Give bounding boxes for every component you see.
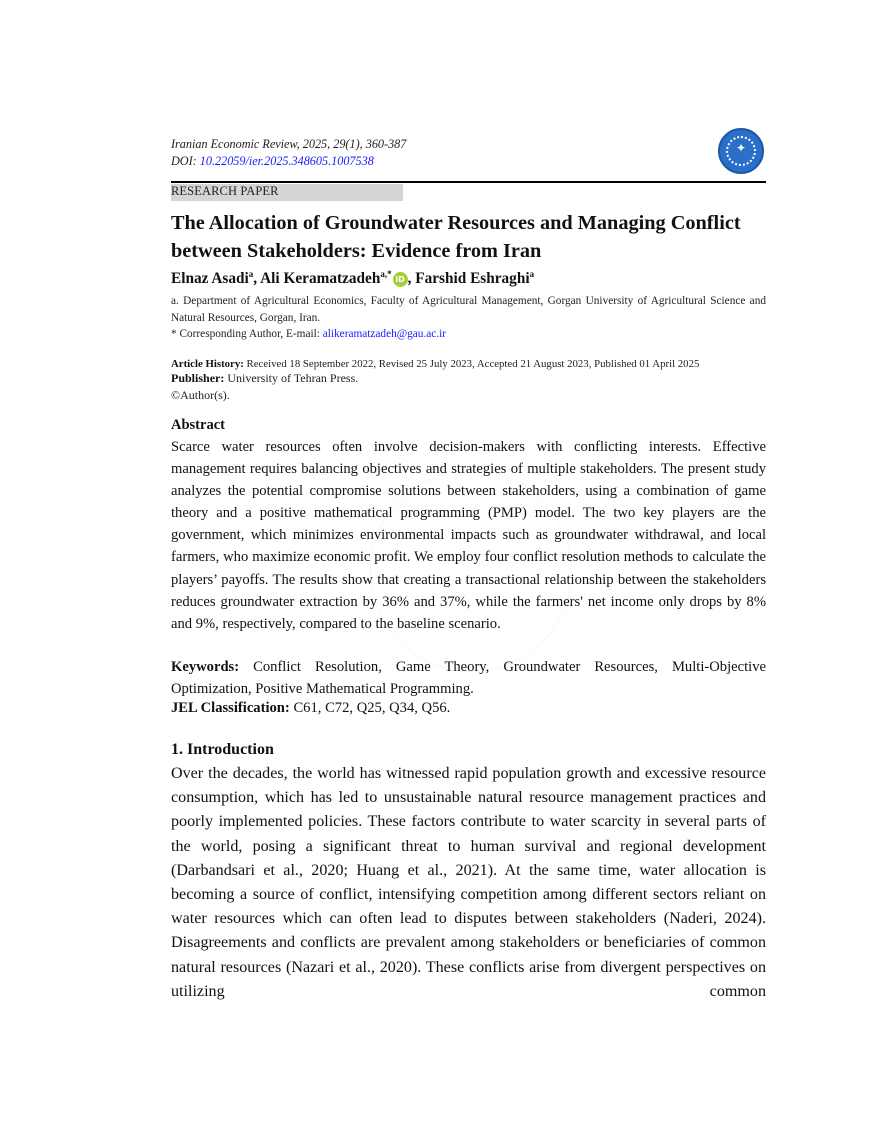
email-link[interactable]: alikeramatzadeh@gau.ac.ir	[322, 328, 447, 340]
affiliation-block	[171, 293, 766, 343]
publisher-label: Publisher:	[171, 371, 225, 385]
introduction-text: Over the decades, the world has witnessed rapid population growth and excessive resource consumption, which has led to unsustainable natural resource management practices and poorly implemented policies. These factors contribute to water scarcity in several parts of the world, posing a significant threat to human survival and regional development (Darbandsari et al., 2020; Huang et al., 2021). At the same time, water allocation is becoming a source of conflict, intensifying competition among different sectors reliant on water resources which can often lead to disputes between stakeholders (Naderi, 2024). Disagreements and conflicts are prevalent among stakeholders or beneficiaries of common natural resources (Nazari et al., 2020). These conflicts arise from divergent perspectives on utilizing common	[171, 765, 766, 1000]
keywords-list: Conflict Resolution, Game Theory, Groundwater Resources, Multi-Objective Optimization, Positive Mathematical Programming.	[171, 659, 766, 698]
doi-link[interactable]: 10.22059/ier.2025.348605.1007538	[199, 154, 374, 168]
abstract-heading: Abstract	[171, 417, 225, 433]
jel-classification	[171, 700, 450, 717]
jel-codes: C61, C72, Q25, Q34, Q56.	[289, 700, 451, 716]
author-name: Farshid Eshraghi	[415, 270, 530, 287]
doi-line	[171, 154, 374, 169]
header-divider	[171, 181, 766, 183]
corresponding-label: * Corresponding Author, E-mail:	[171, 328, 323, 340]
author-name: Elnaz Asadi	[171, 270, 249, 287]
author-affiliation-mark: a,*	[380, 269, 392, 279]
publisher	[171, 371, 358, 386]
orcid-icon[interactable]: iD	[393, 272, 408, 287]
publisher-name: University of Tehran Press.	[224, 371, 359, 385]
author-affiliation-mark: a	[248, 269, 254, 279]
corresponding-author	[171, 326, 766, 343]
doi-label: DOI:	[171, 154, 200, 168]
author-affiliation-mark: a	[529, 269, 535, 279]
journal-citation: Iranian Economic Review, 2025, 29(1), 360-387	[171, 137, 407, 151]
logo-mark: ✦	[735, 141, 747, 155]
article-title: The Allocation of Groundwater Resources and Managing Conflict between Stakeholders: Evidence from Iran	[171, 212, 741, 262]
history-dates: Received 18 September 2022, Revised 25 July 2023, Accepted 21 August 2023, Published 01 April 2025	[243, 358, 700, 370]
history-label: Article History:	[171, 358, 244, 370]
section-label: RESEARCH PAPER	[171, 184, 279, 198]
jel-label: JEL Classification:	[171, 700, 290, 716]
keywords	[171, 656, 766, 700]
section-heading-introduction: 1. Introduction	[171, 741, 274, 758]
abstract-text: Scarce water resources often involve decision-makers with conflicting interests. Effective management requires balancing objectives and strategies of multiple stakeholders. The present study analyzes the potential compromise solutions between stakeholders, using a combination of game theory and a positive mathematical programming (PMP) model. The two key players are the government, which minimizes environmental impacts such as groundwater withdrawal, and local farmers, who maximize economic profit. We employ four conflict resolution methods to calculate the players’ payoffs. The results show that creating a transactional relationship between the stakeholders reduces groundwater extraction by 36% and 37%, while the farmers' net income only drops by 8% and 9%, respectively, compared to the baseline scenario.	[171, 439, 766, 632]
university-logo-icon	[718, 128, 764, 174]
affiliation: a. Department of Agricultural Economics, Faculty of Agricultural Management, Gorgan University of Agricultural Science and Natural Resources, Gorgan, Iran.	[171, 295, 766, 324]
copyright: ©Author(s).	[171, 388, 230, 402]
author-list: Elnaz Asadi$^a$, Ali Keramatzadeh$^{a,*}$iD , Farshid Eshraghi$^a$	[171, 269, 535, 287]
author-name: Ali Keramatzadeh	[260, 270, 381, 287]
article-history	[171, 358, 771, 371]
keywords-label: Keywords:	[171, 659, 240, 675]
